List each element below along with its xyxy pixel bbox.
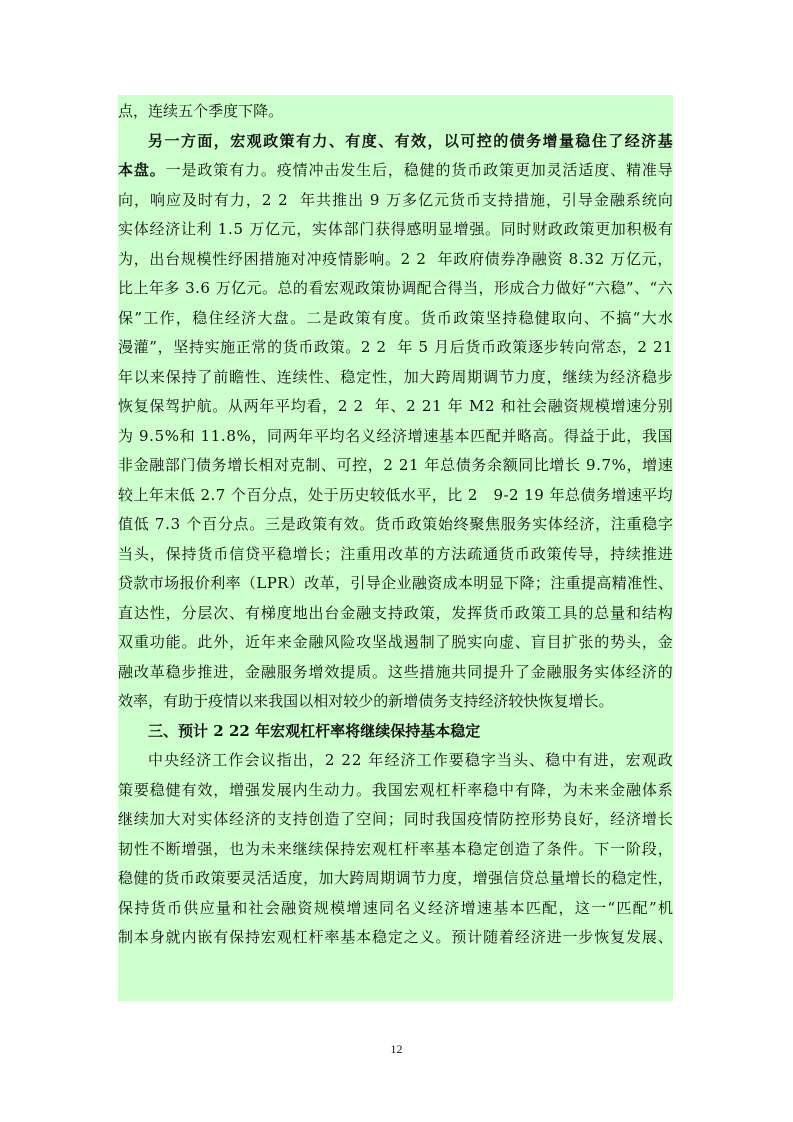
- text-line: 三 、 预 计 2 2 2 年 宏 观 杠 杆 率 将 继 续 保 持 基 本 稳 定: [148, 721, 481, 740]
- page-number: 12: [390, 1042, 403, 1056]
- text-line: 实 体 经 济 让 利 1 . 5 万 亿 元 ， 实 体 部 门 获 得 感 明 显 增 强 。 同 时 财 政 政 策 更 加 积 极 有: [118, 220, 673, 238]
- text-line: 点 ， 连 续 五 个 季 度 下 降 。: [118, 102, 284, 120]
- text-line: 非 金 融 部 门 债 务 增 长 相 对 克 制 、 可 控 ， 2 2 1 年 总 债 务 余 额 同 比 增 长 9 . 7 % ， 增 速: [118, 456, 673, 474]
- text-line: 继 续 加 大 对 实 体 经 济 的 支 持 创 造 了 空 间 ； 同 时 我 国 疫 情 防 控 形 势 良 好 ， 经 济 增 长: [118, 810, 673, 828]
- text-line: 为 ， 出 台 规 模 性 纾 困 措 施 对 冲 疫 情 影 响 。 2 2 年 政 府 债 券 净 融 资 8 . 3 2 万 亿 元 ，: [118, 249, 673, 268]
- text-line: 另 一 方 面 ， 宏 观 政 策 有 力 、 有 度 、 有 效 ， 以 可 控 的 债 务 增 量 稳 住 了 经 济 基: [148, 131, 673, 150]
- text-line: 效 率 ， 有 助 于 疫 情 以 来 我 国 以 相 对 较 少 的 新 增 债 务 支 持 经 济 较 快 恢 复 增 长 。: [118, 692, 614, 710]
- text-line: 值 低 7 . 3 个 百 分 点 。 三 是 政 策 有 效 。 货 币 政 策 始 终 聚 焦 服 务 实 体 经 济 ， 注 重 稳 字: [118, 515, 673, 533]
- text-line: 漫 灌 ” ， 坚 持 实 施 正 常 的 货 币 政 策 。 2 2 年 5 月 后 货 币 政 策 逐 步 转 向 常 态 ， 2 2 1: [118, 338, 673, 356]
- text-line: 融 改 革 稳 步 推 进 ， 金 融 服 务 增 效 提 质 。 这 些 措 施 共 同 提 升 了 金 融 服 务 实 体 经 济 的: [118, 662, 673, 681]
- text-line: 为 9 . 5 % 和 1 1 . 8 % ， 同 两 年 平 均 名 义 经 济 增 速 基 本 匹 配 并 略 高 。 得 益 于 此 ， 我 国: [118, 426, 673, 445]
- text-line: 本 盘 。 一 是 政 策 有 力 。 疫 情 冲 击 发 生 后 ， 稳 健 的 货 币 政 策 更 加 灵 活 适 度 、 精 准 导: [118, 161, 673, 179]
- text-line: 稳 健 的 货 币 政 策 要 灵 活 适 度 ， 加 大 跨 周 期 调 节 力 度 ， 增 强 信 贷 总 量 增 长 的 稳 定 性 ，: [118, 869, 673, 887]
- text-line: 恢 复 保 驾 护 航 。 从 两 年 平 均 看 ， 2 2 年 、 2 2 1 年 M 2 和 社 会 融 资 规 模 增 速 分 别: [118, 397, 673, 415]
- text-line: 制 本 身 就 内 嵌 有 保 持 宏 观 杠 杆 率 基 本 稳 定 之 义 。 预 计 随 着 经 济 进 一 步 恢 复 发 展 、: [118, 928, 673, 946]
- text-line: 双 重 功 能 。 此 外 ， 近 年 来 金 融 风 险 攻 坚 战 遏 制 了 脱 实 向 虚 、 盲 目 扩 张 的 势 头 ， 金: [118, 633, 673, 651]
- text-line: 年 以 来 保 持 了 前 瞻 性 、 连 续 性 、 稳 定 性 ， 加 大 跨 周 期 调 节 力 度 ， 继 续 为 经 济 稳 步: [118, 367, 673, 386]
- text-line: 当 头 ， 保 持 货 币 信 贷 平 稳 增 长 ； 注 重 用 改 革 的 方 法 疏 通 货 币 政 策 传 导 ， 持 续 推 进: [118, 544, 673, 563]
- text-line: 比 上 年 多 3 . 6 万 亿 元 。 总 的 看 宏 观 政 策 协 调 配 合 得 当 ， 形 成 合 力 做 好 “ 六 稳 ” 、 “ 六: [118, 279, 673, 297]
- text-line: 向 ， 响 应 及 时 有 力 ， 2 2 年 共 推 出 9 万 多 亿 元 货 币 支 持 措 施 ， 引 导 金 融 系 统 向: [118, 190, 673, 209]
- text-line: 中 央 经 济 工 作 会 议 指 出 ， 2 2 2 年 经 济 工 作 要 稳 字 当 头 、 稳 中 有 进 ， 宏 观 政: [148, 751, 673, 769]
- highlighted-text-block: [118, 95, 673, 1001]
- text-line: 直 达 性 ， 分 层 次 、 有 梯 度 地 出 台 金 融 支 持 政 策 ， 发 挥 货 币 政 策 工 具 的 总 量 和 结 构: [118, 603, 673, 622]
- text-line: 韧 性 不 断 增 强 ， 也 为 未 来 继 续 保 持 宏 观 杠 杆 率 基 本 稳 定 创 造 了 条 件 。 下 一 阶 段 ，: [118, 839, 673, 858]
- text-line: 保 ” 工 作 ， 稳 住 经 济 大 盘 。 二 是 政 策 有 度 。 货 币 政 策 坚 持 稳 健 取 向 、 不 搞 “ 大 水: [118, 308, 673, 327]
- text-line: 保 持 货 币 供 应 量 和 社 会 融 资 规 模 增 速 同 名 义 经 济 增 速 基 本 匹 配 ， 这 一 “ 匹 配 ” 机: [118, 898, 673, 917]
- text-line: 策 要 稳 健 有 效 ， 增 强 发 展 内 生 动 力 。 我 国 宏 观 杠 杆 率 稳 中 有 降 ， 为 未 来 金 融 体 系: [118, 780, 673, 799]
- text-line: 贷 款 市 场 报 价 利 率 （ L P R ） 改 革 ， 引 导 企 业 融 资 成 本 明 显 下 降 ； 注 重 提 高 精 准 性 、: [118, 574, 673, 592]
- text-line: 较 上 年 末 低 2 . 7 个 百 分 点 ， 处 于 历 史 较 低 水 平 ， 比 2 9 - 2 1 9 年 总 债 务 增 速 平 均: [118, 485, 673, 504]
